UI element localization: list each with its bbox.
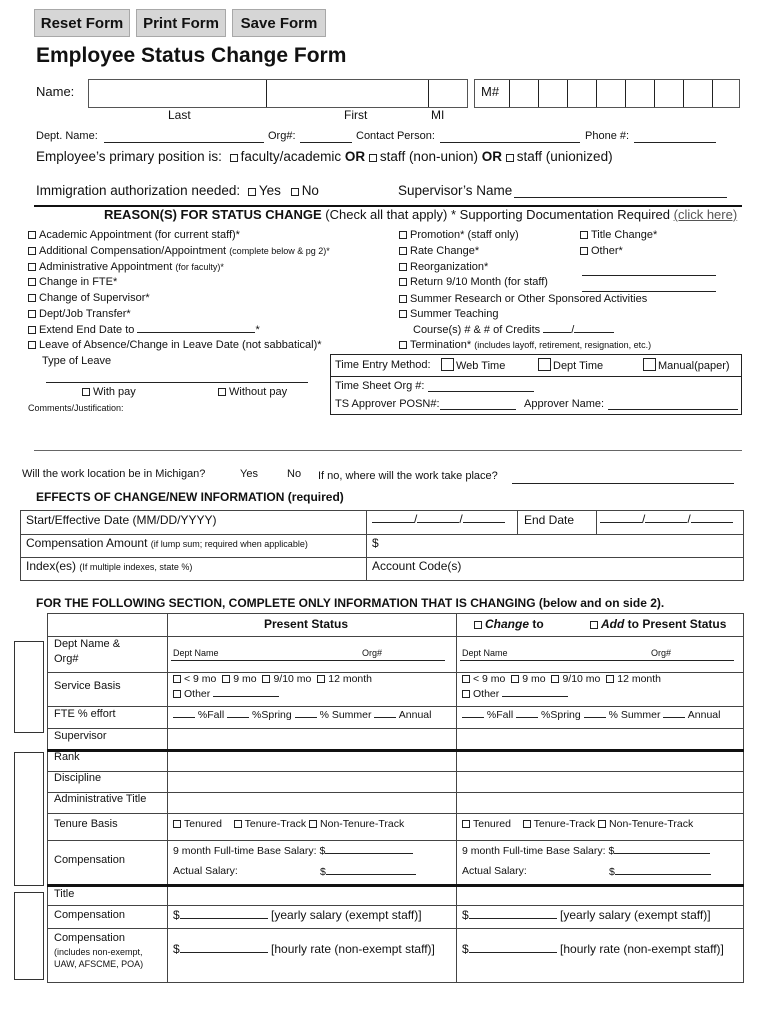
change-fte-fields[interactable]: %Fall %Spring % Summer Annual — [462, 708, 720, 721]
mi-input[interactable] — [429, 81, 466, 106]
following-section-heading: FOR THE FOLLOWING SECTION, COMPLETE ONLY INFORMATION THAT IS CHANGING (below and on side 2). — [36, 596, 665, 610]
dept-name-label: Dept. Name: — [36, 130, 98, 142]
reason-administrative-appointment[interactable]: Administrative Appointment (for faculty)* — [28, 261, 224, 273]
contact-person-label: Contact Person: — [356, 130, 435, 142]
reason-academic-appointment[interactable]: Academic Appointment (for current staff)* — [28, 229, 240, 241]
row-compensation-3-note: (includes non-exempt, UAW, AFSCME, POA) — [54, 947, 144, 969]
with-pay-option[interactable]: With pay — [82, 386, 136, 398]
type-of-leave-label: Type of Leave — [42, 355, 112, 367]
print-form-button[interactable]: Print Form — [136, 9, 226, 37]
ts-approver-label: TS Approver POSN#: — [335, 398, 440, 410]
reason-leave-of-absence[interactable]: Leave of Absence/Change in Leave Date (not sabbatical)* — [28, 339, 322, 351]
comments-line — [34, 450, 742, 451]
change-yearly-salary[interactable]: $ [yearly salary (exempt staff)] — [462, 908, 711, 922]
type-of-leave-field[interactable] — [46, 382, 308, 383]
contact-person-field[interactable] — [440, 142, 580, 143]
work-location-field[interactable] — [512, 483, 734, 484]
index-label: Index(es) (If multiple indexes, state %) — [26, 559, 193, 573]
present-hourly-rate[interactable]: $ [hourly rate (non-exempt staff)] — [173, 942, 435, 956]
change-dept-name: Dept Name — [462, 648, 508, 658]
staff-nonunion-checkbox[interactable] — [369, 154, 377, 162]
comments-label: Comments/Justification: — [28, 403, 124, 413]
present-service-other[interactable]: Other — [173, 687, 279, 700]
reason-reorganization[interactable]: Reorganization* — [399, 261, 488, 273]
change-base-salary[interactable]: 9 month Full-time Base Salary: $ — [462, 844, 710, 857]
reason-dept-transfer[interactable]: Dept/Job Transfer* — [28, 308, 131, 320]
reason-change-supervisor[interactable]: Change of Supervisor* — [28, 292, 150, 304]
present-status-header: Present Status — [264, 617, 349, 631]
reason-termination[interactable]: Termination* (includes layoff, retirement, resignation, etc.) — [399, 339, 651, 351]
reason-additional-compensation[interactable]: Additional Compensation/Appointment (complete below & pg 2)* — [28, 245, 330, 257]
last-label: Last — [168, 108, 191, 122]
present-service-options[interactable]: < 9 mo 9 mo 9/10 mo 12 month — [173, 673, 372, 685]
change-service-other[interactable]: Other — [462, 687, 568, 700]
change-actual-salary[interactable]: Actual Salary: — [462, 865, 527, 877]
ts-approver-field[interactable] — [440, 409, 516, 410]
end-date-field[interactable]: / / — [600, 511, 733, 526]
michigan-question: Will the work location be in Michigan? — [22, 468, 206, 480]
reason-other[interactable]: Other* — [580, 245, 623, 257]
phone-field[interactable] — [634, 142, 716, 143]
change-to-header[interactable]: Change to — [474, 617, 544, 631]
reasons-heading-row: REASON(S) FOR STATUS CHANGE (Check all that apply) * Supporting Documentation Required (click here) — [104, 207, 738, 222]
michigan-yes[interactable]: Yes — [240, 468, 258, 480]
click-here-link[interactable]: (click here) — [673, 207, 738, 222]
phone-label: Phone #: — [585, 130, 630, 142]
side-box-3 — [14, 892, 44, 980]
supervisor-name-label: Supervisor’s Name — [398, 183, 513, 198]
compensation-amount-label: Compensation Amount (if lump sum; required when applicable) — [26, 536, 308, 550]
dept-time-option[interactable]: Dept Time — [538, 358, 603, 372]
m-number-box[interactable] — [474, 79, 740, 108]
row-compensation: Compensation — [54, 854, 125, 866]
work-location-label: If no, where will the work take place? — [318, 470, 498, 482]
reset-form-button[interactable]: Reset Form — [34, 9, 130, 37]
without-pay-option[interactable]: Without pay — [218, 386, 287, 398]
row-compensation-3: Compensation — [54, 932, 125, 944]
form-title: Employee Status Change Form — [36, 44, 347, 67]
reason-promotion[interactable]: Promotion* (staff only) — [399, 229, 519, 241]
courses-credits-row: Course(s) # & # of Credits / — [413, 323, 614, 336]
immigration-no-checkbox[interactable] — [291, 188, 299, 196]
name-label: Name: — [36, 84, 75, 99]
org-field[interactable] — [300, 142, 352, 143]
time-entry-method-label: Time Entry Method: — [335, 359, 431, 371]
change-actual-salary-field[interactable]: $ — [609, 865, 711, 878]
reason-change-fte[interactable]: Change in FTE* — [28, 276, 117, 288]
row-supervisor: Supervisor — [54, 730, 107, 742]
immigration-yes-checkbox[interactable] — [248, 188, 256, 196]
time-sheet-org-label: Time Sheet Org #: — [335, 380, 425, 392]
first-label: First — [344, 108, 368, 122]
present-actual-salary-field[interactable]: $ — [320, 865, 416, 878]
manual-paper-option[interactable]: Manual(paper) — [643, 358, 730, 372]
present-fte-fields[interactable]: %Fall %Spring % Summer Annual — [173, 708, 431, 721]
row-fte: FTE % effort — [54, 708, 116, 720]
present-actual-salary[interactable]: Actual Salary: — [173, 865, 238, 877]
first-name-input[interactable] — [267, 81, 427, 106]
row-title: Title — [54, 888, 75, 900]
compensation-amount-field[interactable]: $ — [372, 536, 379, 550]
other-reason-field-1[interactable] — [582, 275, 716, 276]
other-reason-field-2[interactable] — [582, 291, 716, 292]
row-compensation-2: Compensation — [54, 909, 125, 921]
change-service-options[interactable]: < 9 mo 9 mo 9/10 mo 12 month — [462, 673, 661, 685]
approver-name-field[interactable] — [608, 409, 738, 410]
dept-name-field[interactable] — [104, 142, 264, 143]
org-label: Org#: — [268, 130, 296, 142]
time-sheet-org-field[interactable] — [428, 391, 534, 392]
row-admin-title: Administrative Title — [54, 793, 147, 805]
present-base-salary[interactable]: 9 month Full-time Base Salary: $ — [173, 844, 413, 857]
last-name-input[interactable] — [90, 81, 264, 106]
start-date-label: Start/Effective Date (MM/DD/YYYY) — [26, 513, 217, 527]
approver-name-label: Approver Name: — [524, 398, 605, 410]
staff-union-checkbox[interactable] — [506, 154, 514, 162]
add-to-present-header[interactable]: Add to Present Status — [590, 617, 726, 631]
effects-heading: EFFECTS OF CHANGE/NEW INFORMATION (required) — [36, 490, 344, 504]
row-tenure-basis: Tenure Basis — [54, 818, 118, 830]
change-org: Org# — [651, 648, 672, 658]
michigan-no[interactable]: No — [287, 468, 302, 480]
save-form-button[interactable]: Save Form — [232, 9, 326, 37]
row-rank: Rank — [54, 751, 80, 763]
immigration-row: Immigration authorization needed: Yes No — [36, 183, 319, 198]
change-tenure-options[interactable]: Tenured Tenure-Track Non-Tenure-Track — [462, 818, 693, 830]
side-box-1 — [14, 641, 44, 733]
supervisor-name-field[interactable] — [514, 197, 727, 198]
status-table — [47, 613, 744, 983]
reason-summer-research[interactable]: Summer Research or Other Sponsored Activities — [399, 293, 647, 305]
row-service-basis: Service Basis — [54, 680, 121, 692]
change-dept-line[interactable] — [460, 660, 734, 661]
reason-rate-change[interactable]: Rate Change* — [399, 245, 479, 257]
primary-position-row: Employee’s primary position is: faculty/academic OR staff (non-union) OR staff (unionized) — [36, 149, 613, 164]
present-yearly-salary[interactable]: $ [yearly salary (exempt staff)] — [173, 908, 422, 922]
start-date-field[interactable]: / / — [372, 511, 505, 526]
end-date-label: End Date — [524, 513, 575, 527]
m-number-label: M# — [481, 84, 500, 99]
row-dept-name-org: Dept Name & Org# — [54, 638, 121, 665]
present-dept-line[interactable] — [171, 660, 445, 661]
present-tenure-options[interactable]: Tenured Tenure-Track Non-Tenure-Track — [173, 818, 404, 830]
present-dept-name: Dept Name — [173, 648, 219, 658]
row-discipline: Discipline — [54, 772, 102, 784]
mi-label: MI — [431, 108, 445, 122]
web-time-option[interactable]: Web Time — [441, 358, 505, 372]
reason-extend-end-date[interactable]: Extend End Date to * — [28, 323, 260, 336]
faculty-checkbox[interactable] — [230, 154, 238, 162]
present-org: Org# — [362, 648, 383, 658]
reason-summer-teaching[interactable]: Summer Teaching — [399, 308, 498, 320]
account-code-label[interactable]: Account Code(s) — [372, 559, 462, 573]
change-hourly-rate[interactable]: $ [hourly rate (non-exempt staff)] — [462, 942, 724, 956]
reason-return-9-10[interactable]: Return 9/10 Month (for staff) — [399, 276, 548, 288]
side-box-2 — [14, 752, 44, 886]
reason-title-change[interactable]: Title Change* — [580, 229, 657, 241]
